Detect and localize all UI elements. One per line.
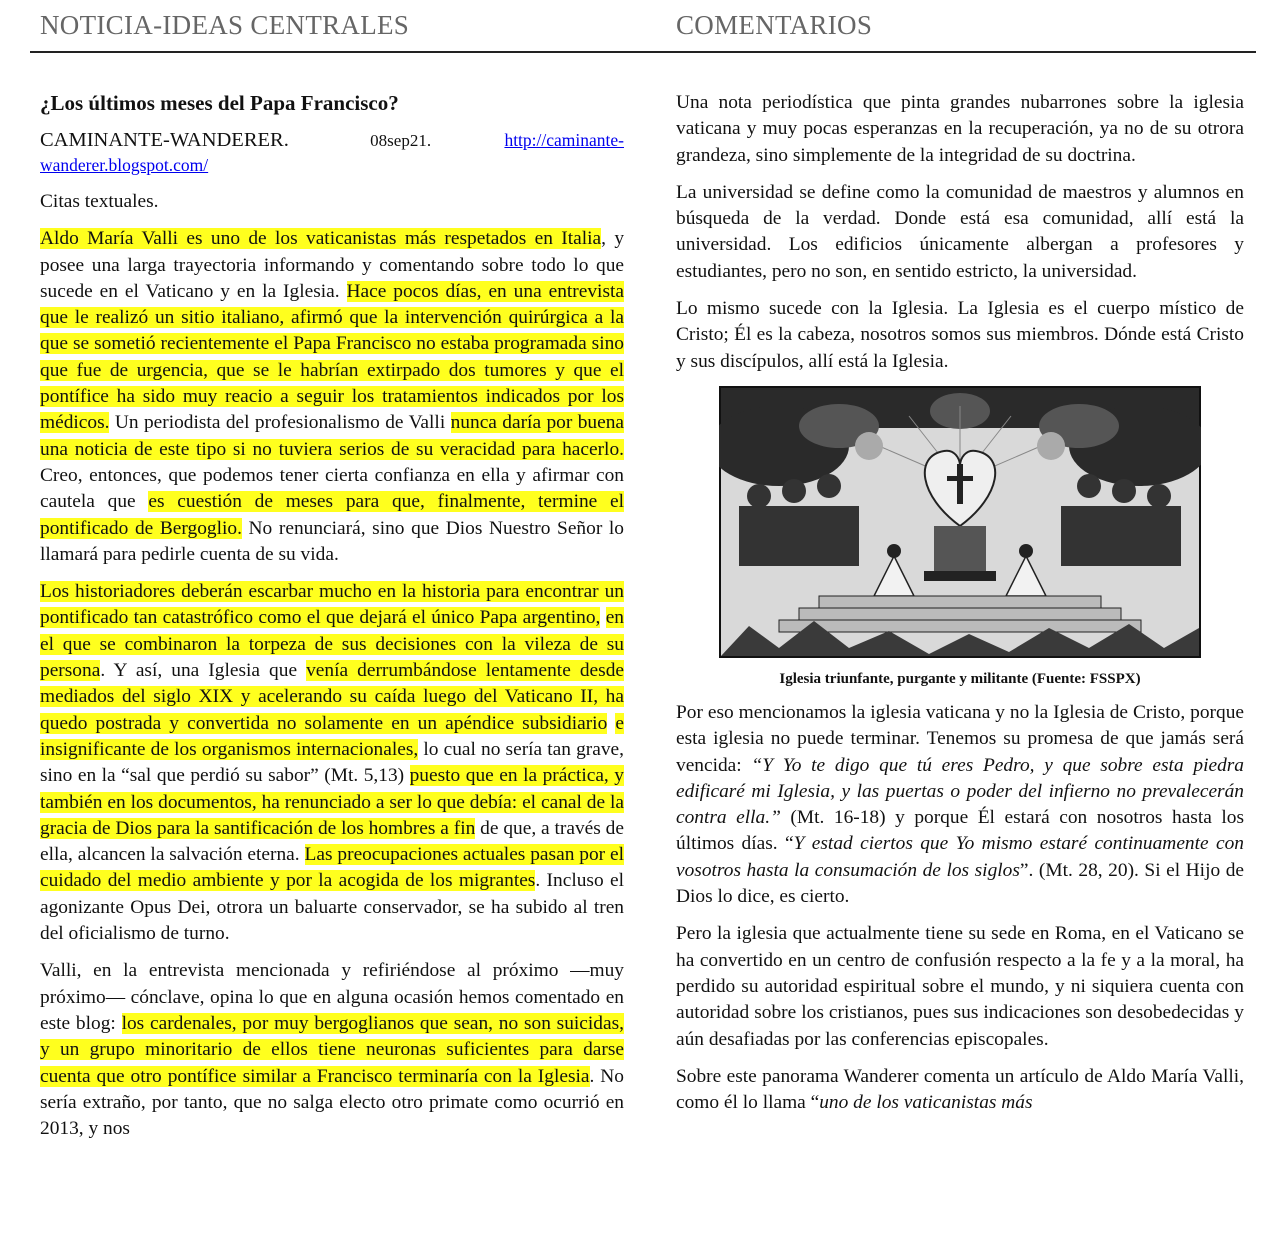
right-body-top (676, 90, 1244, 375)
figure-caption: Iglesia triunfante, purgante y militante (Fuente: FSSPX) (779, 670, 1141, 687)
article-title: ¿Los últimos meses del Papa Francisco? (40, 91, 399, 115)
text-segment: (Mt. 16-18) y porque Él estará con nosotros hasta los últimos días. “ (676, 807, 1244, 855)
intro-text: Citas textuales. (40, 191, 159, 212)
article-source (40, 128, 624, 178)
text-segment: Una nota periodística que pinta grandes nubarrones sobre la iglesia vaticana y muy pocas esperanzas en la recuperación, ya no de su otrora grandeza, sino simplemente de la integridad de su doctrina. (676, 92, 1244, 166)
text-segment: . Incluso el agonizante Opus Dei, otrora un baluarte conservador, se ha subido al tren del oficialismo de turno. (40, 870, 624, 945)
text-segment (600, 607, 605, 628)
paragraph (676, 921, 1244, 1052)
highlighted-text: Los historiadores deberán escarbar mucho en la historia para encontrar un pontificado tan catastrófico como el que dejará el único Papa argentino, (40, 581, 624, 629)
text-segment: lo cual no sería tan grave, sino en la “sal que perdió su sabor” (Mt. 5,13) (40, 738, 624, 787)
right-body-bottom (676, 700, 1244, 1116)
text-segment: Pero la iglesia que actualmente tiene su sede en Roma, en el Vaticano se ha convertido en un centro de confusión respecto a la fe y a la moral, ha perdido su autoridad espiritual sobre el mundo, y ni siquiera cuenta con autoridad sobre los cristianos, pues sus indicaciones son desobedecidas y aún desafiadas por las conferencias episcopales. (676, 923, 1244, 1050)
highlighted-text: en el que se combinaron la torpeza de sus decisiones con la vileza de su persona (40, 607, 624, 682)
text-segment: Sobre este panorama Wanderer comenta un artículo de Aldo María Valli, como él lo llama “ (676, 1065, 1244, 1114)
text-segment: de que, a través de ella, alcancen la salvación eterna. (40, 817, 624, 866)
header-right-title: COMENTARIOS (676, 10, 873, 40)
highlighted-text: puesto que en la práctica, y también en los documentos, ha renunciado a ser lo que debía: el canal de la gracia de Dios para la santificación de los hombres a fin (40, 765, 624, 839)
left-column (40, 90, 624, 1153)
paragraph (40, 226, 624, 568)
paragraph (676, 90, 1244, 169)
highlighted-text: es cuestión de meses para que, finalmente, termine el pontificado de Bergoglio. (40, 491, 624, 539)
paragraph (40, 579, 624, 947)
header-divider (30, 51, 1256, 53)
highlighted-text: Hace pocos días, en una entrevista que le realizó un sitio italiano, afirmó que la intervención quirúrgica a la que se sometió recientemente el Papa Francisco no estaba programada sino que fue de urgencia, que se le habrían extirpado dos tumores y que el pontífice ha sido muy reacio a seguir los tratamientos indicados por los médicos. (40, 280, 624, 434)
italic-quote: uno de los vaticanistas más (819, 1092, 1033, 1114)
text-segment: ”. (Mt. 28, 20). Si el Hijo de Dios lo dice, es cierto. (676, 859, 1244, 908)
highlighted-text: e insignificante de los organismos internacionales, (40, 712, 624, 760)
italic-quote: Y estad ciertos que Yo mismo estaré continuamente con vosotros hasta la consumación de los siglos (676, 833, 1244, 881)
highlighted-text: nunca daría por buena una noticia de este tipo si no tuviera serios de su veracidad para hacerlo. (40, 412, 624, 460)
paragraph (676, 700, 1244, 910)
paragraph (676, 180, 1244, 285)
text-segment: La universidad se define como la comunidad de maestros y alumnos en búsqueda de la verdad. Donde está esa comunidad, allí está la universidad. Los edificios únicamente albergan a profesores y estudiantes, pero no son, en sentido estricto, la universidad. (676, 181, 1244, 282)
text-segment: . Y así, una Iglesia que (100, 660, 307, 682)
highlighted-text: Aldo María Valli es uno de los vaticanistas más respetados en Italia (40, 228, 602, 250)
highlighted-text: Las preocupaciones actuales pasan por el cuidado del medio ambiente y por la acogida de los migrantes (40, 844, 625, 892)
paragraph (40, 958, 624, 1142)
text-segment: Creo, entonces, que podemos tener cierta confianza en ella y afirmar con cautela que (40, 464, 624, 513)
text-segment: No renunciará, sino que Dios Nuestro Señor lo llamará para pedirle cuenta de su vida. (40, 517, 624, 565)
page-bottom-edge (0, 1237, 1274, 1246)
text-segment: Un periodista del profesionalismo de Valli (109, 412, 451, 434)
text-segment: Por eso mencionamos la iglesia vaticana y no la Iglesia de Cristo, porque esta iglesia no puede terminar. Tenemos su promesa de que jamás será vencida: (676, 701, 1244, 776)
source-name: CAMINANTE-WANDERER. (40, 129, 289, 151)
text-segment: . No sería extraño, por tanto, que no salga electo otro primate como ocurrió en 2013, y nos (40, 1065, 625, 1140)
header-left-title: NOTICIA-IDEAS CENTRALES (40, 10, 410, 40)
highlighted-text: venía derrumbándose lentamente desde mediados del siglo XIX y acelerando su caída luego del Vaticano II, ha quedo postrada y convertida no solamente en un apéndice subsidiario (40, 660, 624, 734)
text-segment: , y posee una larga trayectoria informando y comentando sobre todo lo que sucede en el Vaticano y en la Iglesia. (40, 228, 625, 302)
paragraph (676, 1064, 1244, 1117)
text-segment: Valli, en la entrevista mencionada y refiriéndose al próximo —muy próximo— cónclave, opina lo que en alguna ocasión hemos comentado en este blog: (40, 960, 624, 1034)
text-segment: Lo mismo sucede con la Iglesia. La Iglesia es el cuerpo místico de Cristo; Él es la cabeza, nosotros somos sus miembros. Dónde está Cristo y sus discípulos, allí está la Iglesia. (676, 298, 1244, 372)
italic-quote: “Y Yo te digo que tú eres Pedro, y que sobre esta piedra edificaré mi Iglesia, y las puertas o poder del infierno no prevalecerán contra ella.” (676, 754, 1245, 829)
source-date: 08sep21. (370, 131, 432, 150)
left-body (40, 226, 624, 1142)
religious-engraving-image (719, 386, 1201, 658)
highlighted-text: los cardenales, por muy bergoglianos que sean, no son suicidas, y un grupo minoritario de ellos tiene neuronas suficientes para darse cuenta que otro pontífice similar a Francisco terminaría con la Iglesia (40, 1012, 624, 1087)
figure (676, 386, 1244, 688)
source-link[interactable]: http://caminante-wanderer.blogspot.com/ (40, 130, 624, 175)
paragraph (676, 296, 1244, 375)
right-column (676, 90, 1244, 1127)
